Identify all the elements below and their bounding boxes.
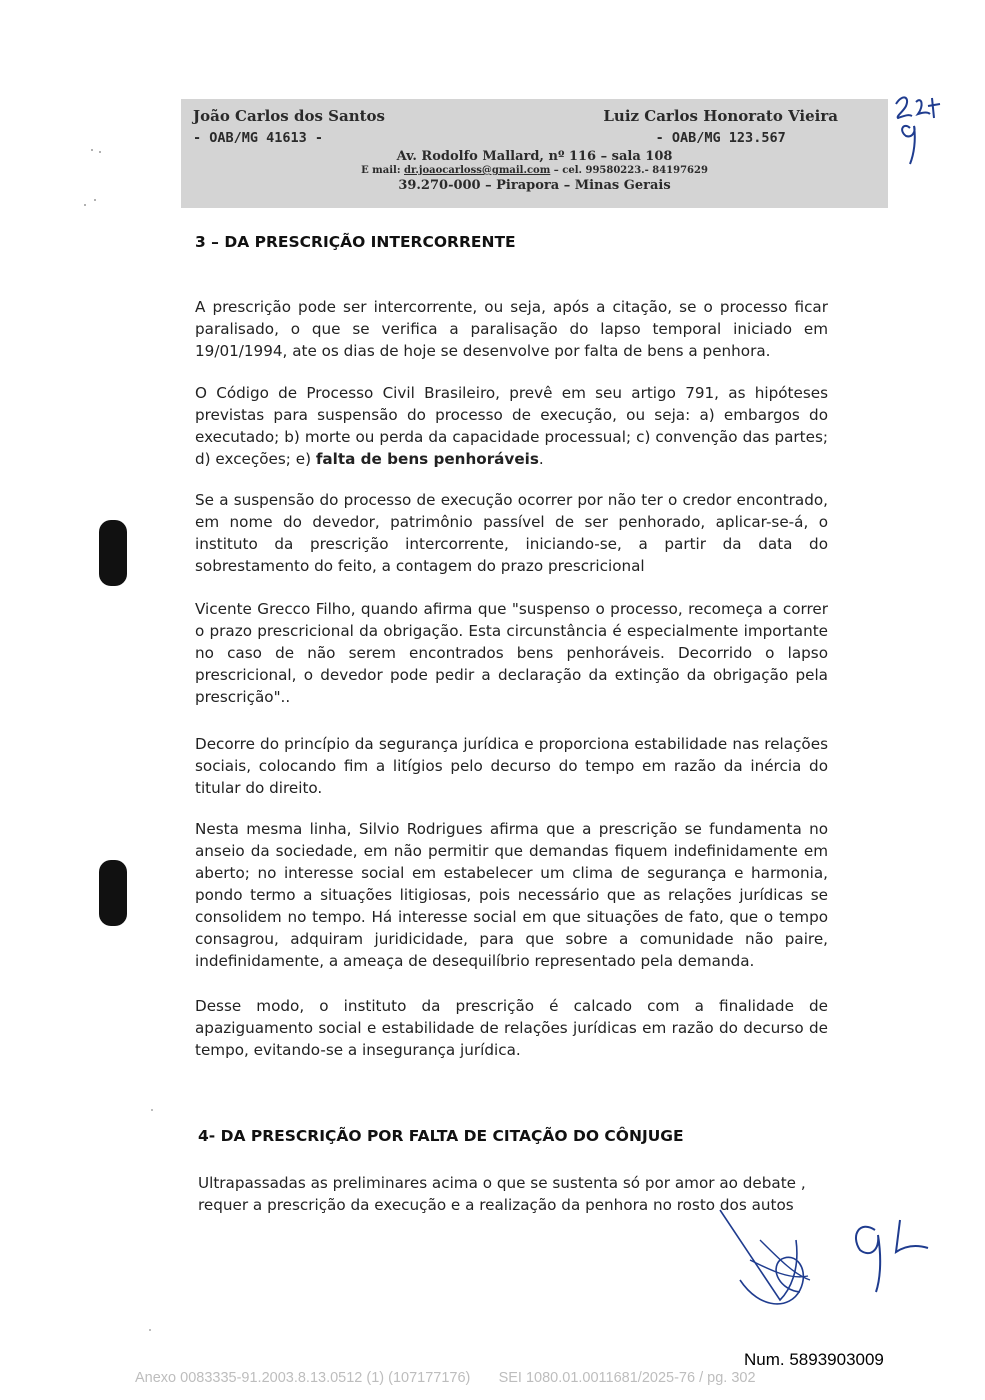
section-4-title: 4- DA PRESCRIÇÃO POR FALTA DE CITAÇÃO DO CÔNJUGE [198, 1127, 684, 1145]
paragraph-3-1: A prescrição pode ser intercorrente, ou seja, após a citação, se o processo ficar paralisado, o que se verifica a paralisação do lapso temporal iniciado em 19/01/1994, ate os dias de hoje se desenvolve por falta de bens a penhora. [195, 298, 828, 360]
paragraph-3-4: Vicente Grecco Filho, quando afirma que "suspenso o processo, recomeça a correr o prazo prescricional da obrigação. Esta circunstância é especialmente importante no caso de não serem encontrados bens penhoráveis. Decorrido o lapso prescricional, o devedor pode pedir a declaração da extinção da obrigação pela prescrição".. [195, 600, 828, 706]
address-line: Av. Rodolfo Mallard, nº 116 – sala 108 [396, 149, 673, 164]
paragraph-3-2-end: . [538, 450, 544, 468]
paragraph-3-2-text: O Código de Processo Civil Brasileiro, prevê em seu artigo 791, as hipóteses previstas para suspensão do processo de execução, ou seja: a) embargos do executado; b) morte ou perda da capacidade processual; c) convenção das partes; d) exceções; e) [195, 384, 828, 468]
contact-phones: – cel. 99580223.- 84197629 [550, 165, 708, 176]
lawyer-name-right: Luiz Carlos Honorato Vieira [603, 107, 838, 125]
oab-left: - OAB/MG 41613 - [193, 130, 324, 146]
document-number: Num. 5893903009 [744, 1350, 884, 1369]
oab-right: - OAB/MG 123.567 [655, 130, 786, 146]
paragraph-3-3: Se a suspensão do processo de execução ocorrer por não ter o credor encontrado, em nome do devedor, patrimônio passível de ser penhorado, aplicar-se-á, o instituto da prescrição intercorrente, iniciando-se, a partir da data do sobrestamento do feito, a contagem do prazo prescricional [195, 491, 828, 575]
lawyer-name-left: João Carlos dos Santos [193, 107, 385, 125]
section-3-title: 3 – DA PRESCRIÇÃO INTERCORRENTE [195, 233, 516, 251]
email-link: dr.joaocarloss@gmail.com [404, 165, 551, 176]
paragraph-3-5: Decorre do princípio da segurança jurídica e proporciona estabilidade nas relações sociais, colocando fim a litígios pelo decurso do tempo em razão da inércia do titular do direito. [195, 735, 828, 797]
contact-prefix: E mail: [361, 165, 404, 176]
paragraph-3-7: Desse modo, o instituto da prescrição é calcado com a finalidade de apaziguamento social e estabilidade de relações jurídicas em razão do decurso de tempo, evitando-se a insegurança jurídica. [195, 997, 828, 1059]
paragraph-3-2-bold: falta de bens penhoráveis [315, 450, 539, 468]
paragraph-3-6: Nesta mesma linha, Silvio Rodrigues afirma que a prescrição se fundamenta no anseio da sociedade, em não permitir que demandas fiquem indefinidamente em aberto; no interesse social em estabelecer um clima de segurança e harmonia, pondo termo a situações litigiosas, pois necessário que as relações jurídicas se consolidem no tempo. Há interesse social em que situações de fato, que o tempo consagrou, adquiram juridicidade, para que sobre a comunidade não paire, indefinidamente, a ameaça de desequilíbrio representado pela demanda. [195, 820, 828, 970]
paragraph-4-1: Ultrapassadas as preliminares acima o que se sustenta só por amor ao debate , requer a prescrição da execução e a realização da penhora no rosto dos autos [198, 1174, 806, 1214]
annex-reference: Anexo 0083335-91.2003.8.13.0512 (1) (107177176) SEI 1080.01.0011681/2025-76 / pg. 302 [135, 1370, 756, 1386]
city-line: 39.270-000 – Pirapora – Minas Gerais [398, 178, 671, 193]
